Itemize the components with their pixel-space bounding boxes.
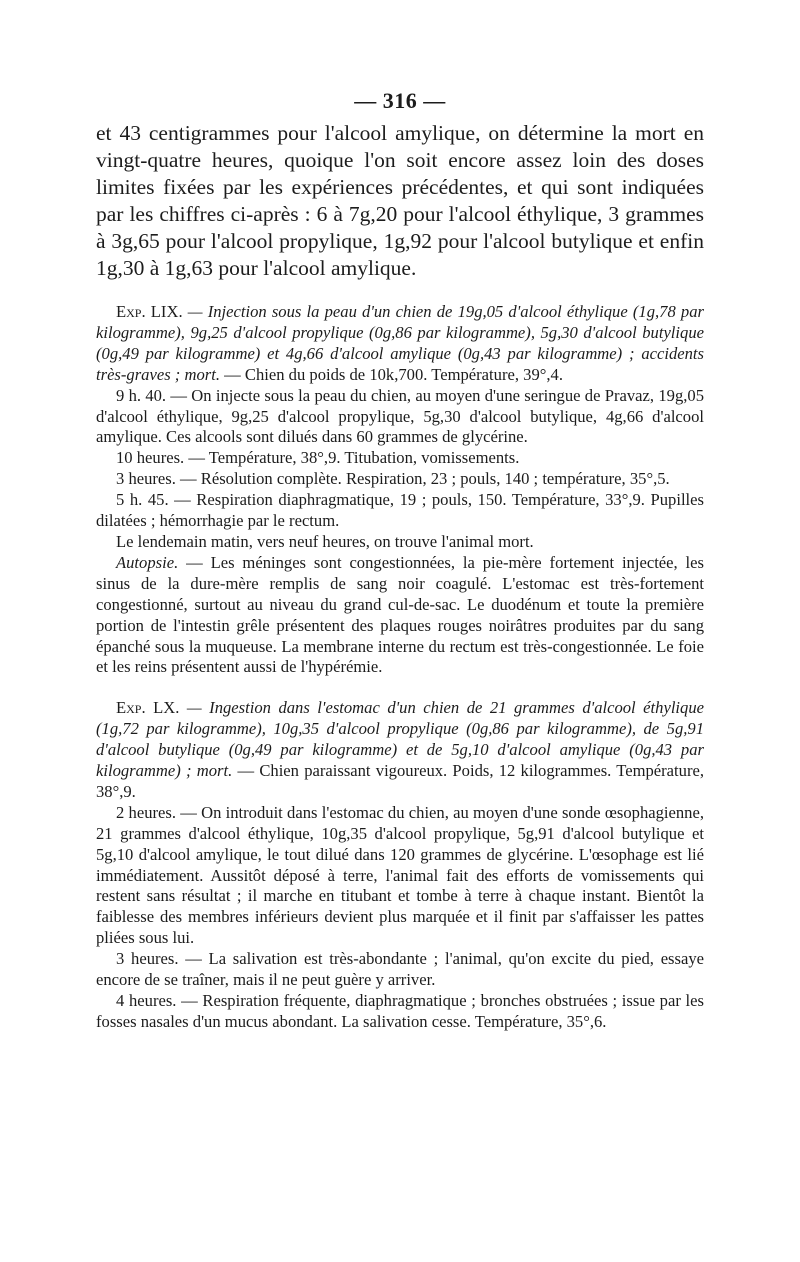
- experiment-59-paragraph: 5 h. 45. — Respiration diaphragmatique, 19 ; pouls, 150. Température, 33°,9. Pupilles dilatées ; hémorrhagie par le rectum.: [96, 490, 704, 531]
- page-number: — 316 —: [354, 88, 446, 113]
- experiment-59-heading: [96, 302, 704, 386]
- experiment-60-paragraph: 2 heures. — On introduit dans l'estomac du chien, au moyen d'une sonde œsophagienne, 21 grammes d'alcool éthylique, 10g,35 d'alcool propylique, 5g,91 d'alcool butylique et 5g,10 d'alcool amylique, le tout dilué dans 120 grammes de glycérine. L'œsophage est lié immédiatement. Aussitôt déposé à terre, l'animal fait des efforts de vomissements qui restent sans résultat ; il marche en titubant et tombe à terre à chaque instant. Bientôt la faiblesse des membres inférieurs devient plus marquée et il finit par s'affaisser les pattes pliées sous lui.: [96, 802, 704, 948]
- experiment-59-paragraph: 10 heures. — Température, 38°,9. Titubation, vomissements.: [116, 448, 520, 468]
- experiment-59-label: Exp. LIX.: [116, 302, 183, 321]
- experiment-59: [96, 302, 704, 678]
- experiment-60-heading: [96, 698, 704, 803]
- experiment-60-paragraph: 4 heures. — Respiration fréquente, diaphragmatique ; bronches obstruées ; issue par les fosses nasales d'un mucus abondant. La salivation cesse. Température, 35°,6.: [96, 991, 704, 1031]
- experiment-60-label: Exp. LX.: [116, 698, 180, 718]
- autopsy-label: Autopsie.: [116, 552, 179, 572]
- experiment-60-title: — Ingestion dans l'estomac d'un chien de 21 grammes d'alcool éthylique (1g,72 par kilogramme), 10g,35 d'alcool propylique (0g,86 par kilogramme), de 5g,91 d'alcool butylique (0g,49 par kilogramme) et de 5g,10 d'alcool amylique (0g,43 par kilogramme) ; mort.: [96, 698, 704, 781]
- experiment-59-paragraph: 3 heures. — Résolution complète. Respiration, 23 ; pouls, 140 ; température, 35°,5.: [116, 469, 670, 489]
- experiment-59-paragraph: Le lendemain matin, vers neuf heures, on trouve l'animal mort.: [116, 531, 534, 551]
- experiment-59-subject: — Chien du poids de 10k,700. Température, 39°,4.: [219, 364, 563, 384]
- experiment-59-paragraph: 9 h. 40. — On injecte sous la peau du chien, au moyen d'une seringue de Pravaz, 19g,05 d'alcool éthylique, 9g,25 d'alcool propylique, 5g,30 d'alcool butylique, 4g,66 d'alcool amylique. Ces alcools sont dilués dans 60 grammes de glycérine.: [96, 385, 704, 447]
- lead-paragraph-block: [96, 120, 704, 282]
- autopsy-paragraph: [96, 553, 704, 678]
- lead-paragraph: et 43 centigrammes pour l'alcool amylique, on détermine la mort en vingt-quatre heures, quoique l'on soit encore assez loin des doses limites fixées par les expériences précédentes, et qui sont indiquées par les chiffres ci-après : 6 à 7g,20 pour l'alcool éthylique, 3 grammes à 3g,65 pour l'alcool propylique, 1g,92 pour l'alcool butylique et enfin 1g,30 à 1g,63 pour l'alcool amylique.: [96, 121, 704, 280]
- experiment-60-subject: — Chien paraissant vigoureux. Poids, 12 kilogrammes. Température, 38°,9.: [96, 761, 704, 801]
- experiment-60: [96, 698, 704, 1033]
- experiment-59-title: — Injection sous la peau d'un chien de 19g,05 d'alcool éthylique (1g,78 par kilogramme), 9g,25 d'alcool propylique (0g,86 par kilogramme), 5g,30 d'alcool butylique (0g,49 par kilogramme) et 4g,66 d'alcool amylique (0g,43 par kilogramme) ; accidents très-graves ; mort.: [96, 302, 704, 384]
- autopsy-text: — Les méninges sont congestionnées, la pie-mère fortement injectée, les sinus de la dure-mère remplis de sang noir coagulé. L'estomac est très-fortement congestionné, surtout au niveau du grand cul-de-sac. Le duodénum et toute la première portion de l'intestin grêle présentent des plaques rouges noirâtres produites par du sang épanché sous la muqueuse. La membrane interne du rectum est très-congestionnée. Le foie et les reins présentent aussi de l'hypérémie.: [96, 552, 704, 677]
- experiment-60-paragraph: 3 heures. — La salivation est très-abondante ; l'animal, qu'on excite du pied, essaye encore de se traîner, mais il ne peut guère y arriver.: [96, 949, 704, 990]
